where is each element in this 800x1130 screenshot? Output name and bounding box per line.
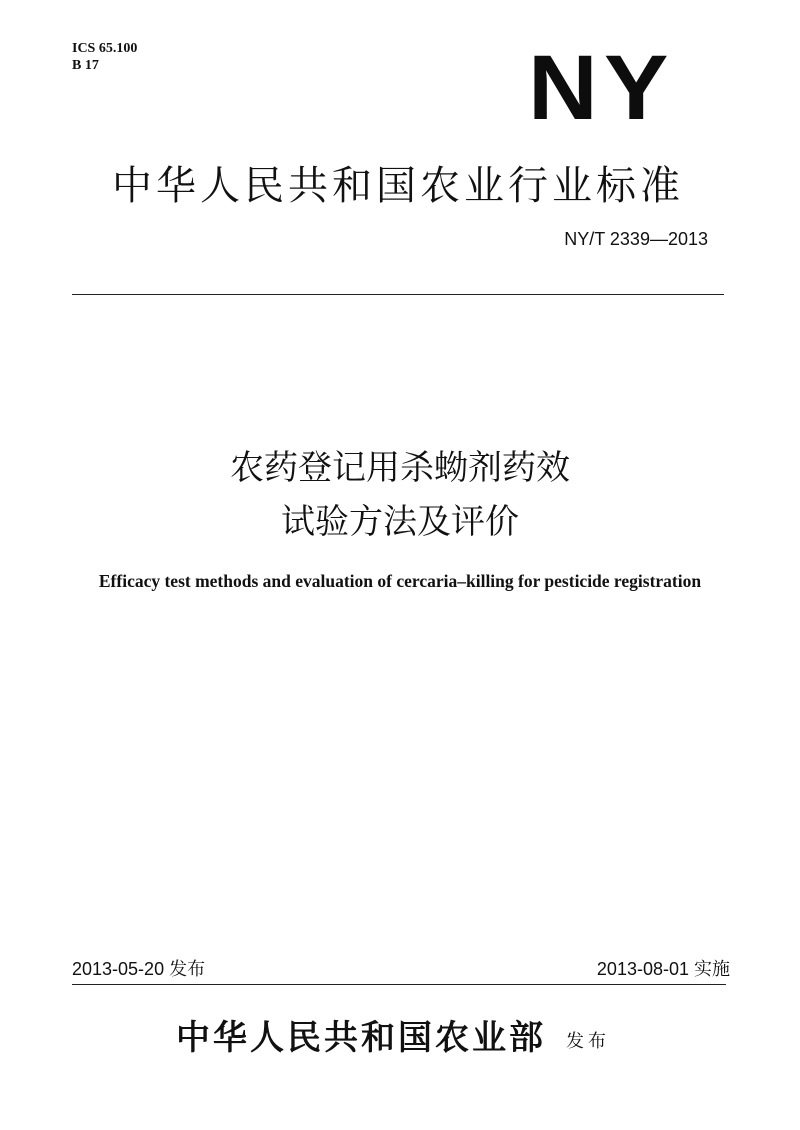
- standard-number: NY/T 2339—2013: [564, 229, 708, 249]
- classification-codes: [72, 40, 137, 74]
- title-cn-line1: 农药登记用杀蚴剂药效: [230, 448, 570, 488]
- ccs-code: B 17: [72, 58, 99, 73]
- ics-code: ICS 65.100: [72, 41, 138, 56]
- title-cn-line2: 试验方法及评价: [281, 502, 519, 542]
- top-divider: [72, 294, 724, 295]
- standard-category-title: 中华人民共和国农业行业标准: [112, 163, 684, 209]
- issue-date: 2013-05-20 发布: [72, 959, 206, 979]
- title-en: Efficacy test methods and evaluation of cercaria–killing for pesticide registration: [98, 571, 702, 591]
- issuer-name: 中华人民共和国农业部: [176, 1018, 546, 1058]
- issuer-suffix: 发布: [566, 1031, 610, 1052]
- bottom-divider: [72, 984, 726, 985]
- implement-date: 2013-08-01 实施: [596, 959, 730, 979]
- ny-logo: NY: [528, 37, 675, 139]
